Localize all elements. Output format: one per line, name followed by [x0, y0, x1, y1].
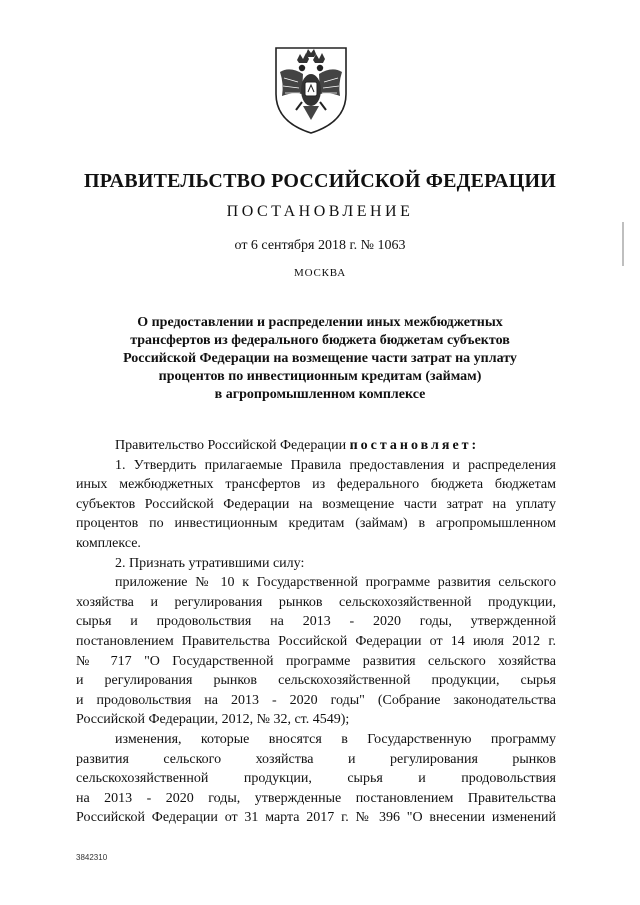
- document-date-number: от 6 сентября 2018 г. № 1063: [234, 238, 406, 253]
- document-body: [76, 436, 556, 828]
- heading-line: в агропромышленном комплексе: [214, 387, 426, 402]
- paragraph-3-line: Российской Федерации, 2012, № 32, ст. 4549);: [76, 712, 350, 728]
- paragraph-1-line: комплексе.: [76, 535, 141, 551]
- paragraph-4-line: Российской Федерации от 31 марта 2017 г. № 396 "О внесении изменений: [76, 810, 556, 826]
- paragraph-1-line: субъектов Российской Федерации на возмещение части затрат на уплату: [76, 496, 556, 512]
- preamble: [76, 436, 556, 456]
- paragraph-3-line: сырья и продовольствия на 2013 - 2020 годы, утвержденной: [76, 614, 556, 630]
- paragraph-3-line: и продовольствия на 2013 - 2020 годы" (Собрание законодательства: [76, 692, 556, 708]
- paragraph-1-line: иных межбюджетных трансфертов из федерального бюджета бюджетам: [76, 477, 556, 493]
- heading-line: О предоставлении и распределении иных межбюджетных: [137, 315, 503, 330]
- paragraph-4-line: развития сельского хозяйства и регулирования рынков: [76, 751, 556, 767]
- paragraph-4-line: сельскохозяйственной продукции, сырья и продовольствия: [76, 771, 556, 787]
- paragraph-4-line: изменения, которые вносятся в Государственную программу: [115, 731, 556, 747]
- paragraph-3-line: и регулирования рынков сельскохозяйственной продукции, сырья: [76, 673, 556, 689]
- paragraph-2: 2. Признать утратившими силу:: [115, 555, 305, 571]
- government-title: ПРАВИТЕЛЬСТВО РОССИЙСКОЙ ФЕДЕРАЦИИ: [84, 170, 556, 192]
- paragraph-3-line: постановлением Правительства Российской Федерации от 14 июля 2012 г.: [76, 633, 556, 649]
- paragraph-1-line: процентов по инвестиционным кредитам (займам) в агропромышленном: [76, 516, 556, 532]
- document-type: ПОСТАНОВЛЕНИЕ: [226, 203, 414, 220]
- heading-line: трансфертов из федерального бюджета бюджетам субъектов: [130, 333, 510, 348]
- coat-of-arms-icon: [272, 44, 350, 136]
- document-code: 3842310: [76, 853, 108, 862]
- preamble-text: Правительство Российской Федерации: [115, 438, 347, 453]
- document-heading: [0, 314, 640, 404]
- heading-line: процентов по инвестиционным кредитам (займам): [158, 369, 482, 384]
- paragraph-3-line: хозяйства и регулирования рынков сельскохозяйственной продукции,: [76, 594, 556, 610]
- heading-line: Российской Федерации на возмещение части затрат на уплату: [123, 351, 517, 366]
- paragraph-1-line: 1. Утвердить прилагаемые Правила предоставления и распределения: [115, 457, 556, 473]
- preamble-resolves: постановляет:: [349, 438, 480, 453]
- paragraph-3-line: № 717 "О Государственной программе развития сельского хозяйства: [76, 653, 556, 669]
- paragraph-4-line: на 2013 - 2020 годы, утвержденные постановлением Правительства: [76, 790, 556, 806]
- scan-edge-mark: [622, 222, 624, 266]
- document-city: МОСКВА: [294, 267, 346, 279]
- paragraph-3-line: приложение № 10 к Государственной программе развития сельского: [115, 575, 556, 591]
